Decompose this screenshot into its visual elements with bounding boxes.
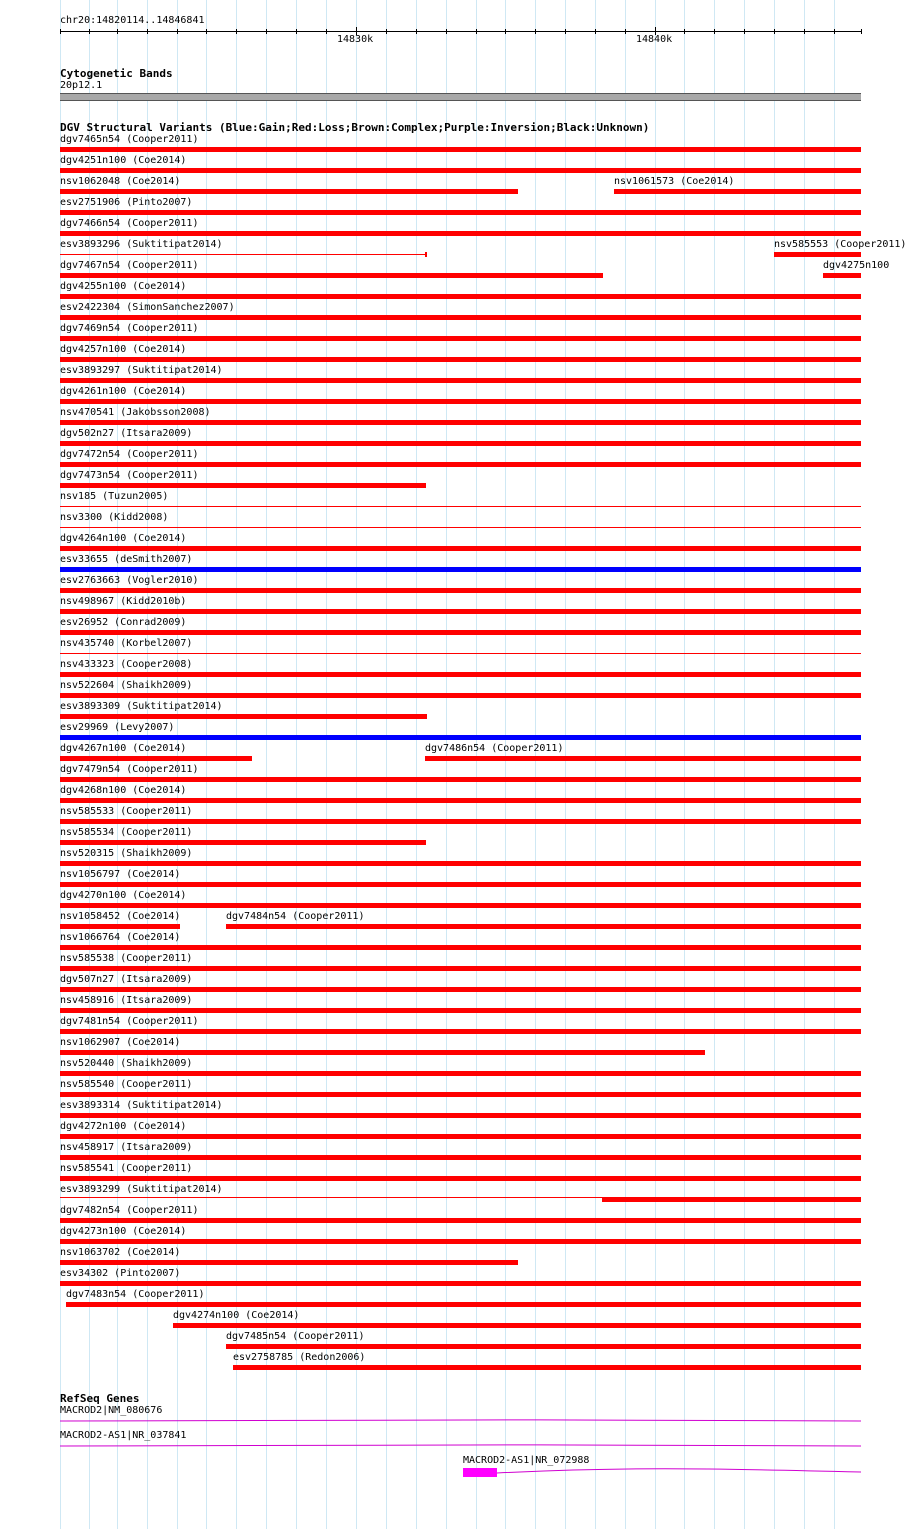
variant-label[interactable]: esv33655 (deSmith2007) (60, 554, 193, 565)
variant-label[interactable]: dgv4275n100 (823, 260, 890, 271)
variant-label[interactable]: nsv1058452 (Coe2014) (60, 911, 181, 922)
variant-label[interactable]: nsv585540 (Cooper2011) (60, 1079, 193, 1090)
variant-label[interactable]: nsv585538 (Cooper2011) (60, 953, 193, 964)
variant-label[interactable]: nsv522604 (Shaikh2009) (60, 680, 193, 691)
variant-label[interactable]: dgv7485n54 (Cooper2011) (226, 1331, 365, 1342)
variant-label[interactable]: nsv585534 (Cooper2011) (60, 827, 193, 838)
gene-label[interactable]: MACROD2-AS1|NR_037841 (60, 1430, 187, 1441)
ruler-tick-label-14830k: 14830k (337, 34, 374, 45)
variant-label[interactable]: dgv7483n54 (Cooper2011) (66, 1289, 205, 1300)
variant-label[interactable]: dgv4255n100 (Coe2014) (60, 281, 187, 292)
variant-label[interactable]: nsv585541 (Cooper2011) (60, 1163, 193, 1174)
variant-label[interactable]: nsv1066764 (Coe2014) (60, 932, 181, 943)
refseq-track-title: RefSeq Genes (60, 1392, 140, 1405)
variant-label[interactable]: dgv7486n54 (Cooper2011) (425, 743, 564, 754)
variant-label[interactable]: esv3893296 (Suktitipat2014) (60, 239, 223, 250)
variant-label[interactable]: nsv1056797 (Coe2014) (60, 869, 181, 880)
variant-label[interactable]: esv34302 (Pinto2007) (60, 1268, 181, 1279)
variant-label[interactable]: nsv1062907 (Coe2014) (60, 1037, 181, 1048)
variant-label[interactable]: esv3893297 (Suktitipat2014) (60, 365, 223, 376)
variant-label[interactable]: dgv7473n54 (Cooper2011) (60, 470, 199, 481)
variant-label[interactable]: dgv507n27 (Itsara2009) (60, 974, 193, 985)
variant-label[interactable]: dgv4264n100 (Coe2014) (60, 533, 187, 544)
variant-label[interactable]: esv3893309 (Suktitipat2014) (60, 701, 223, 712)
variant-label[interactable]: dgv4267n100 (Coe2014) (60, 743, 187, 754)
variant-label[interactable]: esv26952 (Conrad2009) (60, 617, 187, 628)
variant-label[interactable]: nsv498967 (Kidd2010b) (60, 596, 187, 607)
variant-label[interactable]: nsv585533 (Cooper2011) (60, 806, 193, 817)
variant-label[interactable]: esv2758785 (Redon2006) (233, 1352, 366, 1363)
variant-label[interactable]: nsv3300 (Kidd2008) (60, 512, 169, 523)
variant-label[interactable]: dgv7484n54 (Cooper2011) (226, 911, 365, 922)
variant-label[interactable]: esv2763663 (Vogler2010) (60, 575, 199, 586)
variant-label[interactable]: dgv7481n54 (Cooper2011) (60, 1016, 199, 1027)
variant-label[interactable]: nsv435740 (Korbel2007) (60, 638, 193, 649)
variant-label[interactable]: dgv4251n100 (Coe2014) (60, 155, 187, 166)
variant-label[interactable]: dgv7472n54 (Cooper2011) (60, 449, 199, 460)
cytoband-label: 20p12.1 (60, 80, 103, 91)
variant-label[interactable]: nsv185 (Tuzun2005) (60, 491, 169, 502)
variant-label[interactable]: dgv4272n100 (Coe2014) (60, 1121, 187, 1132)
variant-label[interactable]: esv3893314 (Suktitipat2014) (60, 1100, 223, 1111)
gene-exon-nr-072988 (463, 1468, 497, 1477)
variant-label[interactable]: nsv458916 (Itsara2009) (60, 995, 193, 1006)
variant-label[interactable]: nsv1061573 (Coe2014) (614, 176, 735, 187)
variant-label[interactable]: esv3893299 (Suktitipat2014) (60, 1184, 223, 1195)
variant-label[interactable]: nsv1062048 (Coe2014) (60, 176, 181, 187)
variant-label[interactable]: dgv4268n100 (Coe2014) (60, 785, 187, 796)
variant-label[interactable]: nsv520315 (Shaikh2009) (60, 848, 193, 859)
variant-label[interactable]: dgv4257n100 (Coe2014) (60, 344, 187, 355)
variant-label[interactable]: dgv7479n54 (Cooper2011) (60, 764, 199, 775)
variant-label[interactable]: dgv7466n54 (Cooper2011) (60, 218, 199, 229)
variant-label[interactable]: dgv7482n54 (Cooper2011) (60, 1205, 199, 1216)
ruler-tick-label-14840k: 14840k (636, 34, 673, 45)
variant-label[interactable]: nsv458917 (Itsara2009) (60, 1142, 193, 1153)
variant-label[interactable]: nsv470541 (Jakobsson2008) (60, 407, 211, 418)
variant-label[interactable]: dgv4274n100 (Coe2014) (173, 1310, 300, 1321)
gene-line-nm-080676 (60, 1420, 861, 1421)
variant-label[interactable]: nsv520440 (Shaikh2009) (60, 1058, 193, 1069)
variant-label[interactable]: esv29969 (Levy2007) (60, 722, 175, 733)
variant-label[interactable]: nsv433323 (Cooper2008) (60, 659, 193, 670)
gene-line-nr-037841 (60, 1445, 861, 1446)
variant-label[interactable]: dgv4261n100 (Coe2014) (60, 386, 187, 397)
gene-label[interactable]: MACROD2|NM_080676 (60, 1405, 163, 1416)
gene-line-nr-072988 (497, 1469, 861, 1473)
variant-label[interactable]: dgv7467n54 (Cooper2011) (60, 260, 199, 271)
variant-label[interactable]: dgv7465n54 (Cooper2011) (60, 134, 199, 145)
variant-label[interactable]: dgv4273n100 (Coe2014) (60, 1226, 187, 1237)
variant-label[interactable]: esv2751906 (Pinto2007) (60, 197, 193, 208)
gene-label[interactable]: MACROD2-AS1|NR_072988 (463, 1455, 590, 1466)
dgv-track-title: DGV Structural Variants (Blue:Gain;Red:Loss;Brown:Complex;Purple:Inversion;Black:Unknown) (60, 121, 650, 134)
variant-label[interactable]: dgv7469n54 (Cooper2011) (60, 323, 199, 334)
cytoband-track-title: Cytogenetic Bands (60, 67, 173, 80)
variant-label[interactable]: nsv585553 (Cooper2011) (774, 239, 906, 250)
variant-label[interactable]: nsv1063702 (Coe2014) (60, 1247, 181, 1258)
ruler-region-label: chr20:14820114..14846841 (60, 15, 205, 26)
variant-label[interactable]: dgv502n27 (Itsara2009) (60, 428, 193, 439)
variant-label[interactable]: dgv4270n100 (Coe2014) (60, 890, 187, 901)
variant-label[interactable]: esv2422304 (SimonSanchez2007) (60, 302, 235, 313)
